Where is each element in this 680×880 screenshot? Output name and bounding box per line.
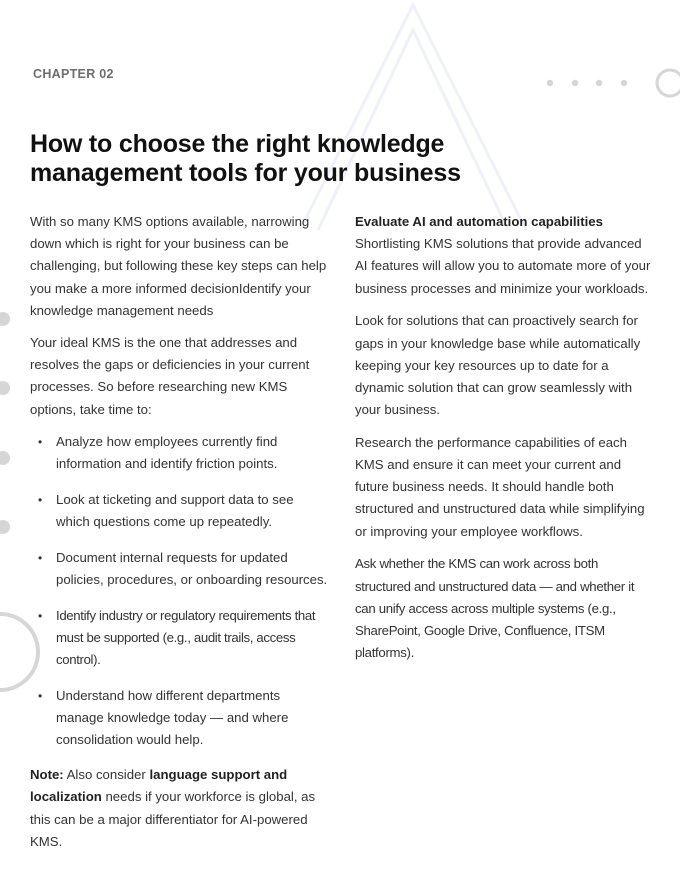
bullet-icon: •: [38, 608, 43, 623]
section-heading: Evaluate AI and automation capabilities: [355, 214, 603, 229]
page-title: [30, 130, 500, 188]
ai-paragraph-4: Ask whether the KMS can work across both structured and unstructured data — and whether it can unify access across multiple systems (e.g., SharePoint, Google Drive, Confluence, ITSM platforms).: [355, 556, 635, 661]
bullet-icon: •: [38, 550, 43, 565]
intro-paragraph: With so many KMS options available, narrowing down which is right for your business can be challenging, but following these key steps can help you make a more informed decisionIdentify your knowledge management needs: [30, 214, 327, 318]
bullet-icon: •: [38, 492, 43, 507]
list-item: • Understand how different departments manage knowledge today — and where consolidation would help.: [30, 685, 330, 752]
note-paragraph: Note: Also consider language support and localization needs if your workforce is global, as this can be a major differentiator for AI-powered KMS.: [30, 767, 316, 849]
ai-section: [355, 211, 655, 300]
left-column: [30, 211, 330, 853]
list-item: • Identify industry or regulatory requirements that must be supported (e.g., audit trails, access control).: [30, 605, 330, 672]
bullet-icon: •: [38, 688, 43, 703]
ai-paragraph-2: Look for solutions that can proactively search for gaps in your knowledge base while automatically keeping your key resources up to date for a dynamic solution that can grow seamlessly with your business.: [355, 313, 641, 418]
ring-decoration-top: [657, 70, 680, 96]
note-emphasis: language support and localization: [30, 767, 288, 805]
list-item: • Analyze how employees currently find information and identify friction points.: [30, 431, 330, 475]
list-item: • Document internal requests for updated policies, procedures, or onboarding resources.: [30, 547, 330, 591]
right-column: [355, 211, 655, 675]
ai-paragraph-3: Research the performance capabilities of each KMS and ensure it can meet your current and future business needs. It should handle both structured and unstructured data while simplifying or improving your employee workflows.: [355, 434, 645, 539]
list-item: • Look at ticketing and support data to see which questions come up repeatedly.: [30, 489, 330, 533]
note-label: Note:: [30, 767, 64, 783]
bullet-icon: •: [38, 434, 43, 449]
triangle-watermark: [300, 5, 526, 230]
dots-decoration: [547, 80, 627, 86]
title-line-2: management tools for your business: [30, 159, 461, 187]
chapter-label: CHAPTER 02: [33, 67, 114, 81]
title-line-1: How to choose the right knowledge: [30, 130, 445, 158]
steps-list: [30, 431, 330, 751]
ai-paragraph-1: Shortlisting KMS solutions that provide advanced AI features will allow you to automate more of your business processes and minimize your workloads.: [355, 236, 651, 296]
left-edge-dots: [0, 312, 10, 534]
needs-paragraph: Your ideal KMS is the one that addresses and resolves the gaps or deficiencies in your current processes. So before researching new KMS options, take time to:: [30, 335, 310, 417]
